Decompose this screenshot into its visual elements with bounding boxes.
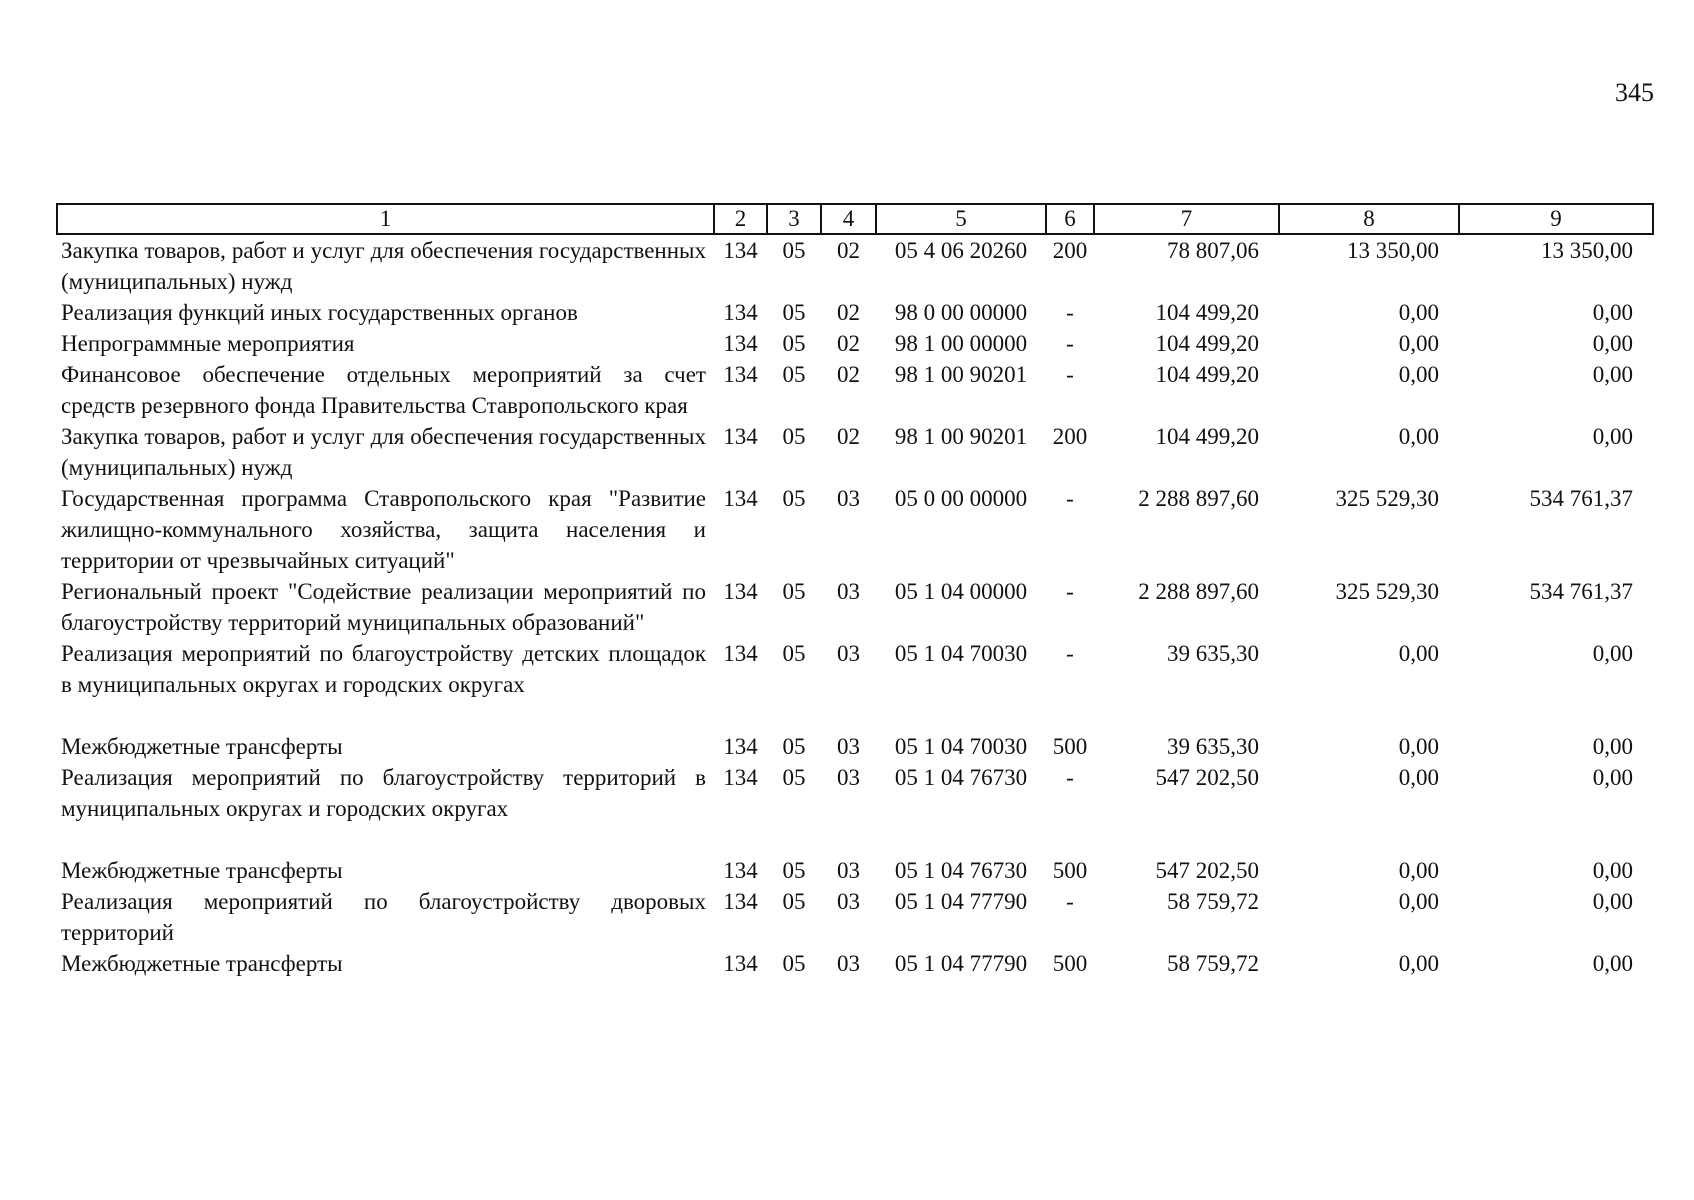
row-expense-type: - bbox=[1066, 331, 1074, 356]
row-amount-col9: 0,00 bbox=[1592, 889, 1633, 914]
row-target-code: 05 1 04 76730 bbox=[894, 858, 1028, 883]
row-target-code: 98 1 00 00000 bbox=[894, 331, 1028, 356]
row-amount-col7: 39 635,30 bbox=[1167, 641, 1259, 666]
row-subsection: 02 bbox=[837, 238, 860, 263]
row-amount-col7: 2 288 897,60 bbox=[1138, 579, 1259, 604]
row-section: 05 bbox=[782, 765, 806, 790]
row-description: Региональный проект "Содействие реализации мероприятий по благоустройству территорий муниципальных образований" bbox=[61, 579, 706, 635]
row-subsection: 03 bbox=[837, 641, 860, 666]
row-section: 05 bbox=[782, 238, 806, 263]
row-admin-code: 134 bbox=[723, 641, 758, 666]
row-amount-col7: 547 202,50 bbox=[1155, 858, 1259, 883]
row-admin-code: 134 bbox=[723, 424, 758, 449]
row-admin-code: 134 bbox=[723, 951, 758, 976]
row-section: 05 bbox=[782, 424, 806, 449]
row-amount-col8: 0,00 bbox=[1398, 951, 1439, 976]
row-amount-col7: 78 807,06 bbox=[1167, 238, 1259, 263]
row-subsection: 03 bbox=[837, 579, 860, 604]
row-description: Закупка товаров, работ и услуг для обеспечения государственных (муниципальных) нужд bbox=[61, 238, 706, 294]
row-target-code: 05 1 04 00000 bbox=[894, 579, 1028, 604]
row-target-code: 05 1 04 76730 bbox=[894, 765, 1028, 790]
row-section: 05 bbox=[782, 951, 806, 976]
row-target-code: 98 1 00 90201 bbox=[894, 424, 1028, 449]
row-subsection: 02 bbox=[837, 331, 860, 356]
row-target-code: 05 1 04 70030 bbox=[894, 734, 1028, 759]
row-admin-code: 134 bbox=[723, 889, 758, 914]
row-description: Реализация мероприятий по благоустройству дворовых территорий bbox=[61, 889, 706, 945]
row-description: Финансовое обеспечение отдельных мероприятий за счет средств резервного фонда Правительства Ставропольского края bbox=[61, 362, 706, 418]
row-amount-col8: 13 350,00 bbox=[1347, 238, 1439, 263]
row-amount-col9: 0,00 bbox=[1592, 641, 1633, 666]
row-admin-code: 134 bbox=[723, 238, 758, 263]
budget-table bbox=[56, 203, 1654, 979]
header-cell: 4 bbox=[821, 204, 876, 234]
header-row bbox=[57, 204, 1653, 234]
row-admin-code: 134 bbox=[723, 486, 758, 511]
row-amount-col7: 58 759,72 bbox=[1167, 889, 1259, 914]
row-description: Межбюджетные трансферты bbox=[61, 858, 343, 883]
row-amount-col9: 534 761,37 bbox=[1529, 486, 1633, 511]
row-section: 05 bbox=[782, 889, 806, 914]
row-amount-col8: 0,00 bbox=[1398, 734, 1439, 759]
row-amount-col7: 547 202,50 bbox=[1155, 765, 1259, 790]
table-row bbox=[57, 948, 1653, 979]
row-expense-type: - bbox=[1066, 641, 1074, 666]
row-amount-col8: 0,00 bbox=[1398, 300, 1439, 325]
row-subsection: 03 bbox=[837, 765, 860, 790]
row-amount-col8: 0,00 bbox=[1398, 424, 1439, 449]
table-row bbox=[57, 359, 1653, 421]
page-number: 345 bbox=[1615, 78, 1654, 107]
row-amount-col9: 13 350,00 bbox=[1541, 238, 1633, 263]
row-description: Реализация мероприятий по благоустройству территорий в муниципальных округах и городских округах bbox=[61, 765, 706, 821]
row-expense-type: 500 bbox=[1052, 734, 1088, 759]
row-subsection: 03 bbox=[837, 858, 860, 883]
row-amount-col7: 104 499,20 bbox=[1155, 331, 1259, 356]
row-expense-type: - bbox=[1066, 362, 1074, 387]
row-amount-col8: 0,00 bbox=[1398, 889, 1439, 914]
row-section: 05 bbox=[782, 641, 806, 666]
row-expense-type: - bbox=[1066, 300, 1074, 325]
row-section: 05 bbox=[782, 579, 806, 604]
row-amount-col8: 325 529,30 bbox=[1335, 486, 1439, 511]
row-amount-col9: 0,00 bbox=[1592, 858, 1633, 883]
row-amount-col7: 58 759,72 bbox=[1167, 951, 1259, 976]
row-amount-col7: 2 288 897,60 bbox=[1138, 486, 1259, 511]
row-description: Реализация функций иных государственных органов bbox=[61, 300, 578, 325]
row-subsection: 03 bbox=[837, 486, 860, 511]
row-amount-col8: 0,00 bbox=[1398, 641, 1439, 666]
table-row bbox=[57, 234, 1653, 297]
row-target-code: 05 1 04 77790 bbox=[894, 889, 1028, 914]
row-amount-col8: 0,00 bbox=[1398, 858, 1439, 883]
row-expense-type: 500 bbox=[1052, 951, 1088, 976]
row-subsection: 02 bbox=[837, 424, 860, 449]
row-target-code: 98 0 00 00000 bbox=[894, 300, 1028, 325]
row-amount-col9: 0,00 bbox=[1592, 951, 1633, 976]
header-cell: 6 bbox=[1046, 204, 1094, 234]
row-amount-col9: 534 761,37 bbox=[1529, 579, 1633, 604]
row-description: Межбюджетные трансферты bbox=[61, 734, 343, 759]
row-admin-code: 134 bbox=[723, 734, 758, 759]
table-row bbox=[57, 762, 1653, 855]
row-subsection: 02 bbox=[837, 300, 860, 325]
row-admin-code: 134 bbox=[723, 300, 758, 325]
row-section: 05 bbox=[782, 734, 806, 759]
table-row bbox=[57, 328, 1653, 359]
row-target-code: 05 1 04 77790 bbox=[894, 951, 1028, 976]
row-amount-col9: 0,00 bbox=[1592, 362, 1633, 387]
table-row bbox=[57, 886, 1653, 948]
header-cell: 7 bbox=[1094, 204, 1279, 234]
row-amount-col8: 325 529,30 bbox=[1335, 579, 1439, 604]
row-amount-col9: 0,00 bbox=[1592, 300, 1633, 325]
table-row bbox=[57, 421, 1653, 483]
row-amount-col9: 0,00 bbox=[1592, 734, 1633, 759]
table-row bbox=[57, 483, 1653, 576]
row-target-code: 98 1 00 90201 bbox=[894, 362, 1028, 387]
row-expense-type: - bbox=[1066, 765, 1074, 790]
row-description: Государственная программа Ставропольского края "Развитие жилищно-коммунального хозяйства, защита населения и территории от чрезвычайных ситуаций" bbox=[61, 486, 706, 573]
row-subsection: 03 bbox=[837, 889, 860, 914]
header-cell: 9 bbox=[1459, 204, 1653, 234]
row-admin-code: 134 bbox=[723, 362, 758, 387]
row-target-code: 05 1 04 70030 bbox=[894, 641, 1028, 666]
row-description: Непрограммные мероприятия bbox=[61, 331, 355, 356]
row-section: 05 bbox=[782, 858, 806, 883]
table-row bbox=[57, 638, 1653, 731]
row-subsection: 03 bbox=[837, 734, 860, 759]
row-admin-code: 134 bbox=[723, 331, 758, 356]
row-amount-col7: 104 499,20 bbox=[1155, 300, 1259, 325]
header-cell: 5 bbox=[876, 204, 1046, 234]
row-amount-col8: 0,00 bbox=[1398, 765, 1439, 790]
row-target-code: 05 0 00 00000 bbox=[894, 486, 1028, 511]
header-cell: 8 bbox=[1279, 204, 1459, 234]
row-amount-col7: 104 499,20 bbox=[1155, 424, 1259, 449]
table-row bbox=[57, 576, 1653, 638]
row-description: Межбюджетные трансферты bbox=[61, 951, 343, 976]
row-section: 05 bbox=[782, 486, 806, 511]
row-section: 05 bbox=[782, 331, 806, 356]
table-row bbox=[57, 297, 1653, 328]
row-admin-code: 134 bbox=[723, 765, 758, 790]
row-expense-type: - bbox=[1066, 889, 1074, 914]
row-subsection: 02 bbox=[837, 362, 860, 387]
row-target-code: 05 4 06 20260 bbox=[894, 238, 1028, 263]
row-expense-type: - bbox=[1066, 579, 1074, 604]
header-cell: 2 bbox=[714, 204, 767, 234]
row-description: Закупка товаров, работ и услуг для обеспечения государственных (муниципальных) нужд bbox=[61, 424, 706, 480]
row-section: 05 bbox=[782, 300, 806, 325]
row-amount-col8: 0,00 bbox=[1398, 331, 1439, 356]
row-admin-code: 134 bbox=[723, 858, 758, 883]
row-amount-col9: 0,00 bbox=[1592, 424, 1633, 449]
row-amount-col9: 0,00 bbox=[1592, 331, 1633, 356]
row-subsection: 03 bbox=[837, 951, 860, 976]
row-expense-type: 200 bbox=[1052, 238, 1088, 263]
row-amount-col7: 104 499,20 bbox=[1155, 362, 1259, 387]
row-amount-col9: 0,00 bbox=[1592, 765, 1633, 790]
row-description: Реализация мероприятий по благоустройству детских площадок в муниципальных округах и городских округах bbox=[61, 641, 706, 697]
row-admin-code: 134 bbox=[723, 579, 758, 604]
table-row bbox=[57, 855, 1653, 886]
row-amount-col8: 0,00 bbox=[1398, 362, 1439, 387]
row-expense-type: 200 bbox=[1052, 424, 1088, 449]
row-section: 05 bbox=[782, 362, 806, 387]
header-cell: 3 bbox=[767, 204, 821, 234]
row-expense-type: - bbox=[1066, 486, 1074, 511]
row-expense-type: 500 bbox=[1052, 858, 1088, 883]
table-row bbox=[57, 731, 1653, 762]
row-amount-col7: 39 635,30 bbox=[1167, 734, 1259, 759]
header-cell: 1 bbox=[57, 204, 714, 234]
